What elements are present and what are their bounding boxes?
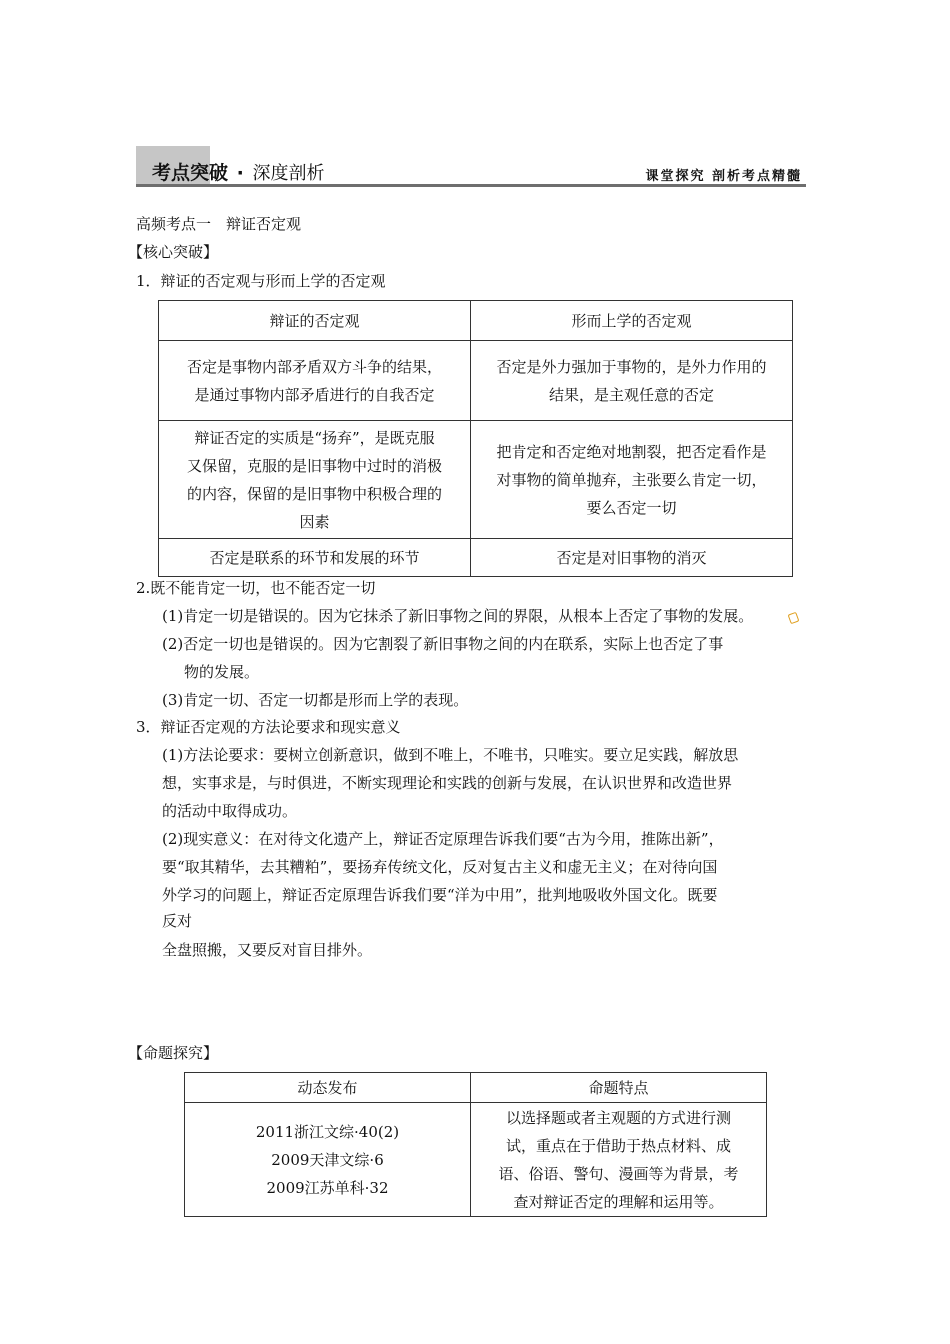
item3-paragraph: 要“取其精华，去其糟粕”，要扬弃传统文化，反对复古主义和虚无主义；在对待向国 <box>162 858 718 876</box>
pen-mark <box>788 612 800 624</box>
cell-line: 以选择题或者主观题的方式进行测 <box>505 1108 731 1127</box>
table-row <box>159 421 793 539</box>
header-title-sub: 深度剖析 <box>252 163 325 184</box>
section-title: 高频考点一 辩证否定观 <box>136 215 302 233</box>
table-row <box>185 1103 767 1217</box>
item3-paragraph: 想，实事求是，与时俱进，不断实现理论和实践的创新与发展，在认识世界和改造世界 <box>162 774 733 792</box>
table-cell <box>185 1103 471 1217</box>
cell-line: 否定是联系的环节和发展的环节 <box>209 548 420 567</box>
cell-line: 因素 <box>299 512 330 531</box>
table-row <box>159 539 793 577</box>
cell-line: 把肯定和否定绝对地割裂，把否定看作是 <box>496 442 767 461</box>
item1-title: 1．辩证的否定观与形而上学的否定观 <box>136 272 386 290</box>
table-cell <box>471 539 793 577</box>
item3-paragraph: 反对 <box>162 912 193 930</box>
item2-paragraph: 物的发展。 <box>184 663 260 681</box>
table-row <box>159 341 793 421</box>
item2-paragraph: (2)否定一切也是错误的。因为它割裂了新旧事物之间的内在联系，实际上也否定了事 <box>162 635 724 653</box>
item3-title: 3．辩证否定观的方法论要求和现实意义 <box>136 718 401 736</box>
table-header-cell: 形而上学的否定观 <box>471 301 793 341</box>
header-title <box>152 158 324 185</box>
table-header-cell: 动态发布 <box>185 1073 471 1103</box>
core-label: 【核心突破】 <box>128 243 219 261</box>
table-cell <box>471 1103 767 1217</box>
cell-line: 否定是对旧事物的消灭 <box>556 548 707 567</box>
item2-paragraph: (1)肯定一切是错误的。因为它抹杀了新旧事物之间的界限，从根本上否定了事物的发展。 <box>162 607 754 625</box>
table-header-cell: 辩证的否定观 <box>159 301 471 341</box>
cell-line: 2009江苏单科·32 <box>266 1178 389 1197</box>
cell-line: 要么否定一切 <box>586 498 677 517</box>
item3-paragraph: 全盘照搬，又要反对盲目排外。 <box>162 941 373 959</box>
exam-table <box>184 1072 767 1217</box>
table-cell <box>471 421 793 539</box>
cell-line: 是通过事物内部矛盾进行的自我否定 <box>194 385 435 404</box>
header-right-text: 课堂探究 剖析考点精髓 <box>645 169 802 184</box>
cell-line: 否定是事物内部矛盾双方斗争的结果， <box>186 357 442 376</box>
table-cell <box>159 341 471 421</box>
cell-line: 的内容，保留的是旧事物中积极合理的 <box>186 484 442 503</box>
cell-line: 2011浙江文综·40(2) <box>255 1122 400 1141</box>
cell-line: 对事物的简单抛弃，主张要么肯定一切， <box>496 470 767 489</box>
cell-line: 又保留，克服的是旧事物中过时的消极 <box>186 456 442 475</box>
header-title-dot: · <box>236 162 244 184</box>
item3-paragraph: 的活动中取得成功。 <box>162 802 298 820</box>
table-cell <box>471 341 793 421</box>
table-cell <box>159 539 471 577</box>
table-header-row <box>185 1073 767 1103</box>
cell-line: 否定是外力强加于事物的，是外力作用的 <box>496 357 767 376</box>
exam-label: 【命题探究】 <box>128 1044 219 1062</box>
item3-paragraph: 外学习的问题上，辩证否定原理告诉我们要“洋为中用”，批判地吸收外国文化。既要 <box>162 886 718 904</box>
header-title-main: 考点突破 <box>152 162 229 184</box>
cell-line: 试，重点在于借助于热点材料、成 <box>505 1136 731 1155</box>
table-cell <box>159 421 471 539</box>
cell-line: 查对辩证否定的理解和运用等。 <box>513 1192 724 1211</box>
table-header-cell: 命题特点 <box>471 1073 767 1103</box>
cell-line: 语、俗语、警句、漫画等为背景，考 <box>498 1164 739 1183</box>
comparison-table <box>158 300 793 577</box>
table-header-row <box>159 301 793 341</box>
item3-paragraph: (2)现实意义：在对待文化遗产上，辩证否定原理告诉我们要“古为今用，推陈出新”， <box>162 830 724 848</box>
item2-title: 2.既不能肯定一切，也不能否定一切 <box>136 579 376 597</box>
cell-line: 结果，是主观任意的否定 <box>548 385 714 404</box>
item3-paragraph: (1)方法论要求：要树立创新意识，做到不唯上，不唯书，只唯实。要立足实践，解放思 <box>162 746 739 764</box>
item2-paragraph: (3)肯定一切、否定一切都是形而上学的表现。 <box>162 691 469 709</box>
cell-line: 2009天津文综·6 <box>271 1150 384 1169</box>
cell-line: 辩证否定的实质是“扬弃”，是既克服 <box>194 428 435 447</box>
